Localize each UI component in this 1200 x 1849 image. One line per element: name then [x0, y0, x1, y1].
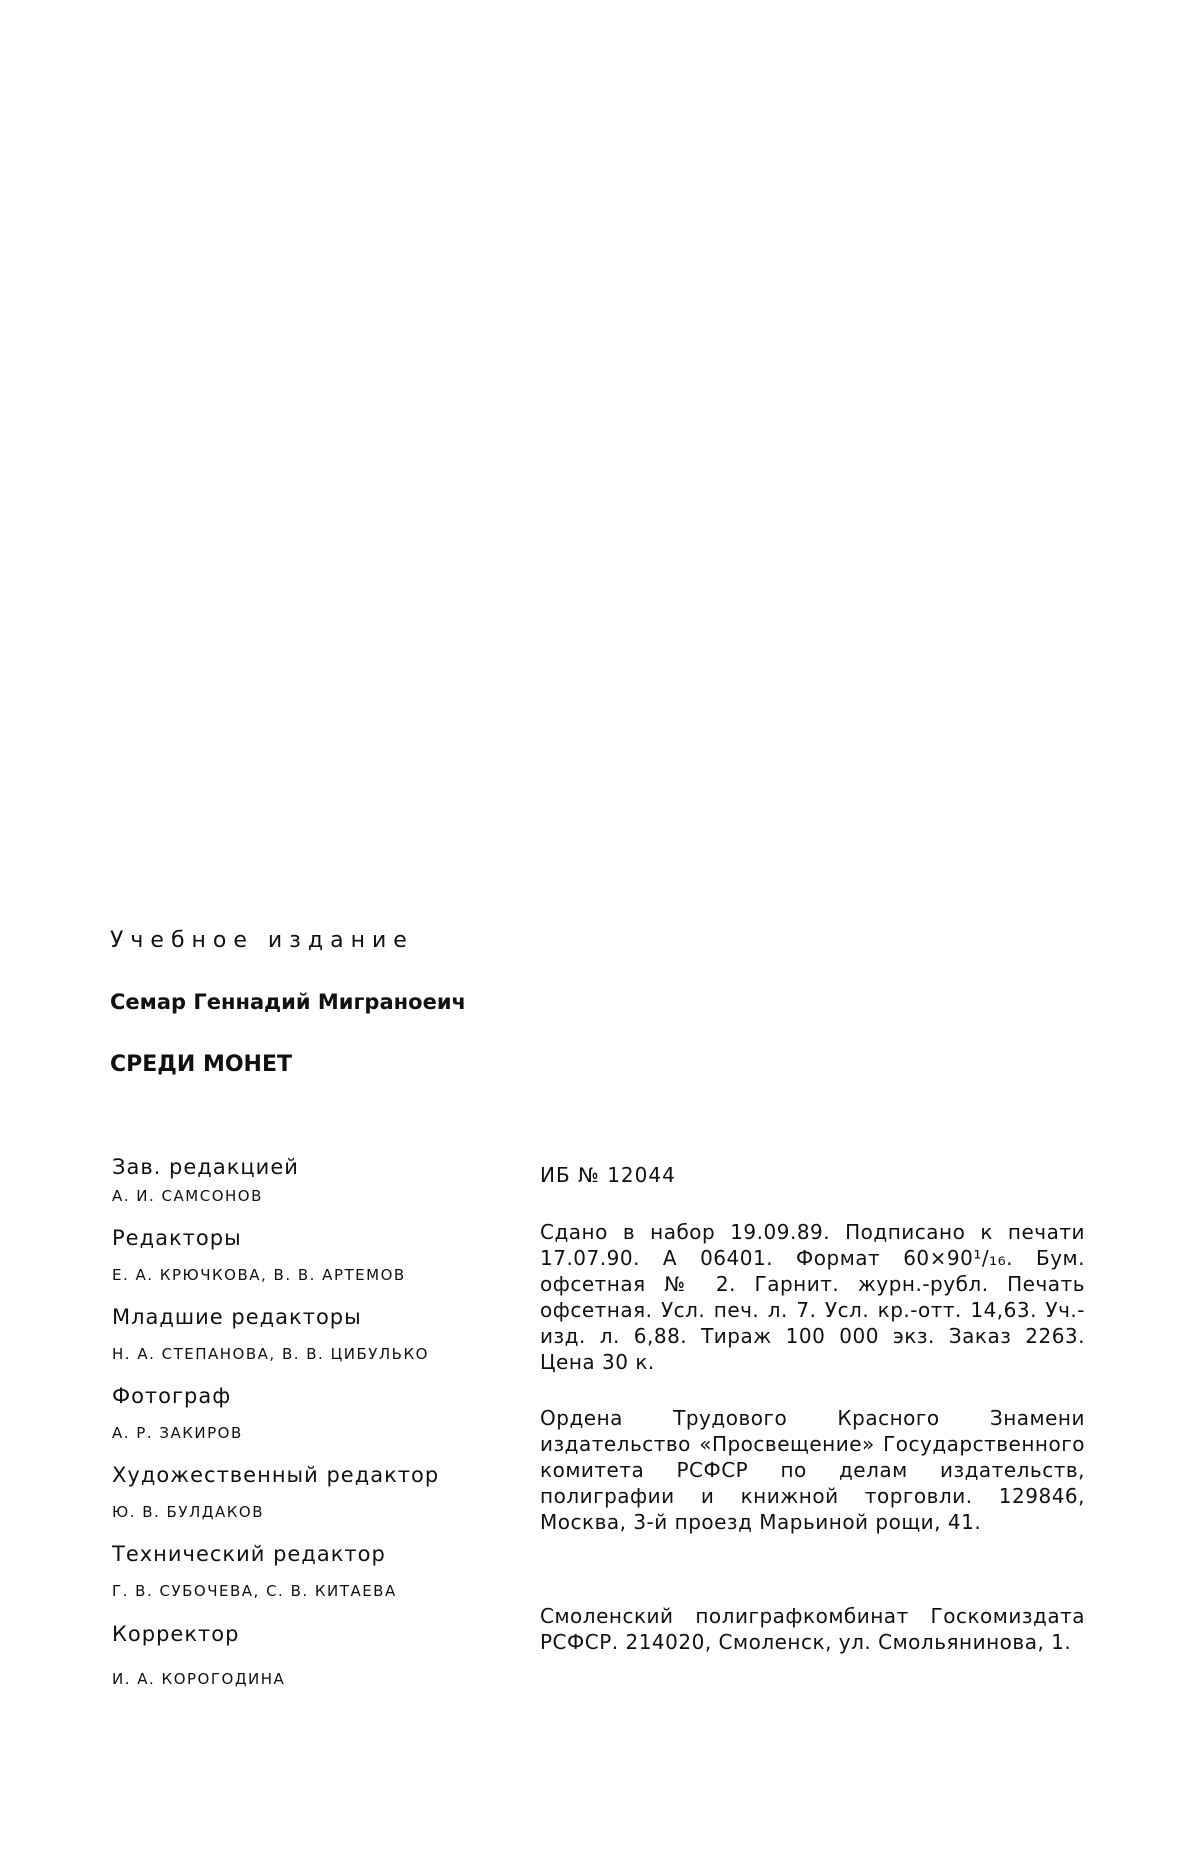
credit-role: Технический редактор — [112, 1542, 386, 1566]
credit-role: Художественный редактор — [112, 1463, 440, 1487]
credit-names: Е. А. КРЮЧКОВА, В. В. АРТЕМОВ — [112, 1266, 406, 1284]
credit-role: Корректор — [112, 1622, 240, 1646]
credit-editor-in-chief — [112, 1153, 512, 1207]
credit-role: Фотограф — [112, 1384, 232, 1408]
credit-names: Н. А. СТЕПАНОВА, В. В. ЦИБУЛЬКО — [112, 1345, 429, 1363]
author-name: Семар Геннадий Миграноеич — [110, 990, 466, 1014]
credit-photographer — [112, 1382, 512, 1444]
publisher-info: Ордена Трудового Красного Знамени издательство «Просвещение» Государственного комитета РСФСР по делам издательств, полиграфии и книжной торговли. 129846, Москва, 3-й проезд Марьиной рощи, 41. — [540, 1406, 1085, 1534]
imprint-block — [540, 1163, 1085, 1655]
credit-editors — [112, 1224, 512, 1286]
ib-number: ИБ № 12044 — [540, 1163, 676, 1187]
credit-role: Редакторы — [112, 1226, 242, 1250]
credit-names: Ю. В. БУЛДАКОВ — [112, 1503, 264, 1521]
credit-role: Зав. редакцией — [112, 1155, 299, 1179]
credit-role: Младшие редакторы — [112, 1305, 362, 1329]
credit-technical-editor — [112, 1540, 512, 1602]
credit-names: А. И. САМСОНОВ — [112, 1187, 263, 1205]
credit-art-editor — [112, 1461, 512, 1523]
book-title: СРЕДИ МОНЕТ — [110, 1052, 293, 1077]
credit-junior-editors — [112, 1303, 512, 1365]
printer-info: Смоленский полиграфкомбинат Госкомиздата РСФСР. 214020, Смоленск, ул. Смольянинова, 1. — [540, 1604, 1085, 1654]
print-details: Сдано в набор 19.09.89. Подписано к печати 17.07.90. А 06401. Формат 60×90¹/₁₆. Бум. офсетная № 2. Гарнит. журн.-рубл. Печать офсетная. Усл. печ. л. 7. Усл. кр.-отт. 14,63. Уч.-изд. л. 6,88. Тираж 100 000 экз. Заказ 2263. Цена 30 к. — [540, 1220, 1085, 1374]
staff-credits — [112, 1153, 512, 1707]
credit-names: И. А. КОРОГОДИНА — [112, 1670, 286, 1688]
credit-names: А. Р. ЗАКИРОВ — [112, 1424, 243, 1442]
credit-names: Г. В. СУБОЧЕВА, С. В. КИТАЕВА — [112, 1582, 397, 1600]
credit-proofreader — [112, 1620, 512, 1690]
edition-type: Учебное издание — [110, 928, 414, 953]
